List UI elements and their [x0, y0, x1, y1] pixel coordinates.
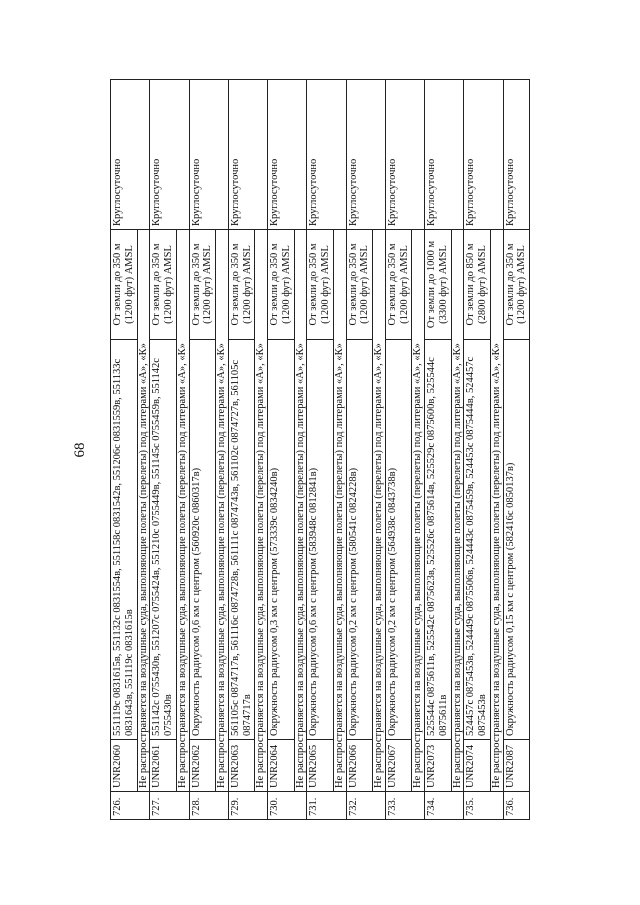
exemption-note-cell: Не распространяется на воздушные суда, выполняющие полеты (перелеты) под литерами «А», «К» — [412, 230, 425, 792]
schedule-cell: Круглосуточно — [268, 80, 307, 230]
altitude-cell: От земли до 350 м (1200 фут) AMSL — [228, 230, 255, 340]
area-code-cell: UNR2074 — [464, 740, 491, 792]
altitude-cell: От земли до 850 м (2800 фут) AMSL — [464, 230, 491, 340]
coordinates-cell: Окружность радиусом 0,2 км с центром (564938с 0843738в) — [385, 340, 412, 740]
coordinates-cell: 551142с 0755430в, 551207с 0755424в, 551210с 0755449в, 551145с 0755459в, 551142с 0755430в — [150, 340, 177, 740]
area-code-cell: UNR2062 — [189, 740, 216, 792]
table-row — [346, 80, 373, 820]
table-row — [268, 80, 295, 820]
exemption-note-cell: Не распространяется на воздушные суда, выполняющие полеты (перелеты) под литерами «А», «К» — [216, 230, 229, 792]
exemption-note-cell: Не распространяется на воздушные суда, выполняющие полеты (перелеты) под литерами «А», «К» — [137, 230, 150, 792]
altitude-cell: От земли до 350 м (1200 фут) AMSL — [189, 230, 216, 340]
row-number-cell: 729. — [228, 792, 267, 820]
coordinates-cell: Окружность радиусом 0,6 км с центром (560920с 0860317в) — [189, 340, 216, 740]
schedule-cell: Круглосуточно — [464, 80, 503, 230]
exemption-note-cell: Не распространяется на воздушные суда, выполняющие полеты (перелеты) под литерами «А», «К» — [255, 230, 268, 792]
area-code-cell: UNR2087 — [503, 740, 530, 792]
schedule-cell: Круглосуточно — [228, 80, 267, 230]
page-number: 68 — [72, 442, 88, 458]
row-number-cell: 728. — [189, 792, 228, 820]
table-row — [464, 80, 491, 820]
schedule-cell: Круглосуточно — [111, 80, 150, 230]
altitude-cell: От земли до 350 м (1200 фут) AMSL — [268, 230, 295, 340]
row-number-cell: 732. — [346, 792, 385, 820]
exemption-note-cell: Не распространяется на воздушные суда, выполняющие полеты (перелеты) под литерами «А», «К» — [373, 230, 386, 792]
area-code-cell: UNR2061 — [150, 740, 177, 792]
area-code-cell: UNR2065 — [307, 740, 334, 792]
coordinates-cell: Окружность радиусом 0,2 км с центром (580541с 0824228в) — [346, 340, 373, 740]
row-number-cell: 727. — [150, 792, 189, 820]
row-number-cell: 731. — [307, 792, 346, 820]
exemption-note-cell: Не распространяется на воздушные суда, выполняющие полеты (перелеты) под литерами «А», «К» — [294, 230, 307, 792]
exemption-note-cell: Не распространяется на воздушные суда, выполняющие полеты (перелеты) под литерами «А», «К» — [333, 230, 346, 792]
row-number-cell: 736. — [503, 792, 530, 820]
area-code-cell: UNR2073 — [425, 740, 452, 792]
coordinates-cell: 525544с 0875611в, 525542с 0875623в, 525526с 0875614в, 525529с 0875600в, 525544с 0875611в — [425, 340, 452, 740]
row-number-cell: 730. — [268, 792, 307, 820]
exemption-note-cell: Не распространяется на воздушные суда, выполняющие полеты (перелеты) под литерами «А», «К» — [490, 230, 503, 792]
area-code-cell: UNR2066 — [346, 740, 373, 792]
table-row — [385, 80, 412, 820]
schedule-cell: Круглосуточно — [385, 80, 424, 230]
area-code-cell: UNR2067 — [385, 740, 412, 792]
row-number-cell: 726. — [111, 792, 150, 820]
altitude-cell: От земли до 350 м (1200 фут) AMSL — [307, 230, 334, 340]
altitude-cell: От земли до 350 м (1200 фут) AMSL — [346, 230, 373, 340]
schedule-cell: Круглосуточно — [307, 80, 346, 230]
coordinates-cell: 524457с 0875453в, 524449с 0875506в, 524443с 0875459в, 524453с 0875444в, 524457с 0875453в — [464, 340, 491, 740]
schedule-cell: Круглосуточно — [503, 80, 530, 230]
altitude-cell: От земли до 350 м (1200 фут) AMSL — [150, 230, 177, 340]
exemption-note-cell: Не распространяется на воздушные суда, выполняющие полеты (перелеты) под литерами «А», «К» — [451, 230, 464, 792]
row-number-cell: 734. — [425, 792, 464, 820]
schedule-cell: Круглосуточно — [425, 80, 464, 230]
area-code-cell: UNR2063 — [228, 740, 255, 792]
table-row — [228, 80, 255, 820]
coordinates-cell: 561105с 0874717в, 561116с 0874728в, 561111с 0874743в, 561102с 0874727в, 561105с 0874717в — [228, 340, 255, 740]
altitude-cell: От земли до 350 м (1200 фут) AMSL — [503, 230, 530, 340]
altitude-cell: От земли до 1000 м (3300 фут) AMSL — [425, 230, 452, 340]
schedule-cell: Круглосуточно — [150, 80, 189, 230]
row-number-cell: 735. — [464, 792, 503, 820]
altitude-cell: От земли до 350 м (1200 фут) AMSL — [111, 230, 138, 340]
table-row — [307, 80, 334, 820]
table-row — [111, 80, 138, 820]
table-row — [503, 80, 530, 820]
restricted-areas-table — [110, 79, 530, 820]
area-code-cell: UNR2064 — [268, 740, 295, 792]
rotated-content — [72, 80, 568, 820]
row-number-cell: 733. — [385, 792, 424, 820]
exemption-note-cell: Не распространяется на воздушные суда, выполняющие полеты (перелеты) под литерами «А», «К» — [176, 230, 189, 792]
table-row — [150, 80, 177, 820]
coordinates-cell: Окружность радиусом 0,6 км с центром (583948с 0812841в) — [307, 340, 334, 740]
schedule-cell: Круглосуточно — [346, 80, 385, 230]
area-code-cell: UNR2060 — [111, 740, 138, 792]
table-row — [425, 80, 452, 820]
coordinates-cell: Окружность радиусом 0,3 км с центром (573339с 0834240в) — [268, 340, 295, 740]
table-row — [189, 80, 216, 820]
altitude-cell: От земли до 350 м (1200 фут) AMSL — [385, 230, 412, 340]
schedule-cell: Круглосуточно — [189, 80, 228, 230]
coordinates-cell: Окружность радиусом 0,15 км с центром (582416с 0850137в) — [503, 340, 530, 740]
coordinates-cell: 551119с 0831615в, 551132с 0831554в, 551158с 0831542в, 551206с 0831559в, 551133с 0831643в, 551119с 0831615в — [111, 340, 138, 740]
